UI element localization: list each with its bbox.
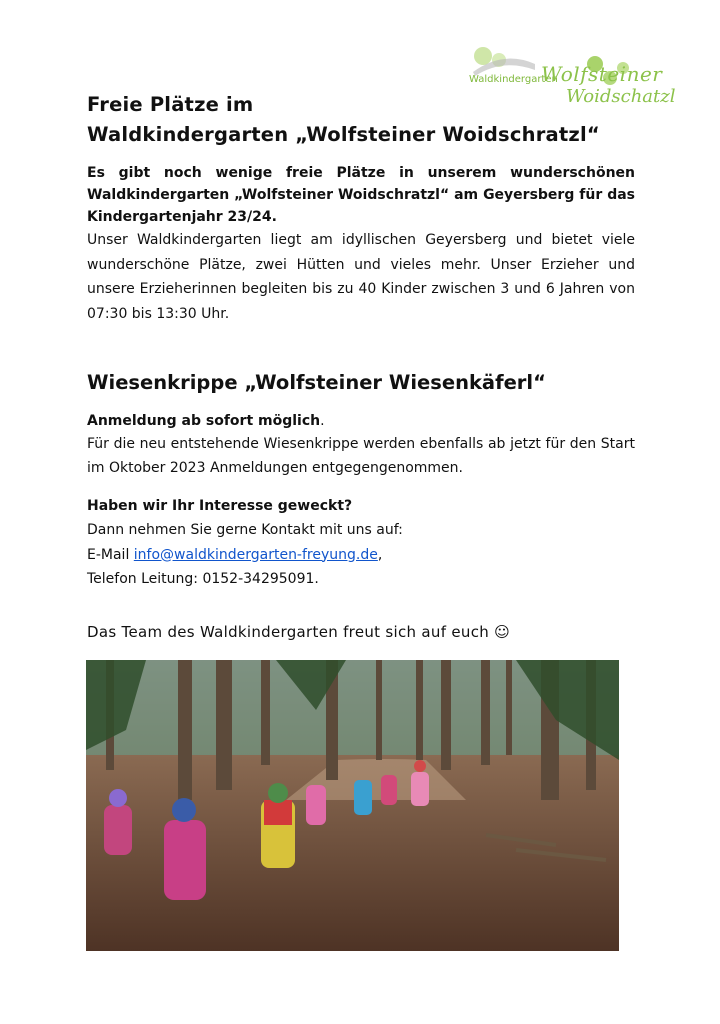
email-suffix: , [377,546,383,563]
registration-rest: . [320,413,325,429]
section2-title: Wiesenkrippe „Wolfsteiner Wiesenkäferl“ [87,371,546,394]
logo-text: Waldkindergarten [469,74,558,85]
lead-paragraph: Es gibt noch wenige freie Plätze in unserem wunderschönen Waldkindergarten „Wolfsteiner Woidschratzl“ am Geyersberg für das Kindergartenjahr 23/24. [87,165,635,225]
contact-question: Haben wir Ihr Interesse geweckt? [87,498,353,514]
title-line1: Freie Plätze im [87,93,254,116]
contact-phone: Telefon Leitung: 0152-34295091. [87,571,319,587]
contact-email-line [87,543,635,568]
registration-bold: Anmeldung ab sofort möglich [87,413,321,429]
intro-paragraph: Unser Waldkindergarten liegt am idyllischen Geyersberg und bietet viele wunderschöne Plätze, zwei Hütten und vieles mehr. Unser Erzieher und unsere Erzieherinnen begleiten bis zu 40 Kinder zwischen 3 und 6 Jahren von 07:30 bis 13:30 Uhr. [87,232,635,322]
krippe-paragraph: Für die neu entstehende Wiesenkrippe werden ebenfalls ab jetzt für den Start im Oktober 2023 Anmeldungen entgegengenommen. [87,436,635,476]
logo-script-line2: Woidschatzl [566,86,676,107]
document-content [87,90,635,644]
title-line2: Waldkindergarten „Wolfsteiner Woidschratzl“ [87,123,600,146]
logo-script-line1: Wolfsteiner [541,62,663,86]
forest-photo-illustration [86,660,619,951]
contact-intro: Dann nehmen Sie gerne Kontakt mit uns auf: [87,522,403,538]
closing-line: Das Team des Waldkindergarten freut sich auf euch ☺ [87,622,511,641]
email-label: E-Mail [87,546,134,563]
email-link[interactable]: info@waldkindergarten-freyung.de [133,546,378,563]
registration-line [87,410,635,432]
forest-photo [86,660,619,951]
